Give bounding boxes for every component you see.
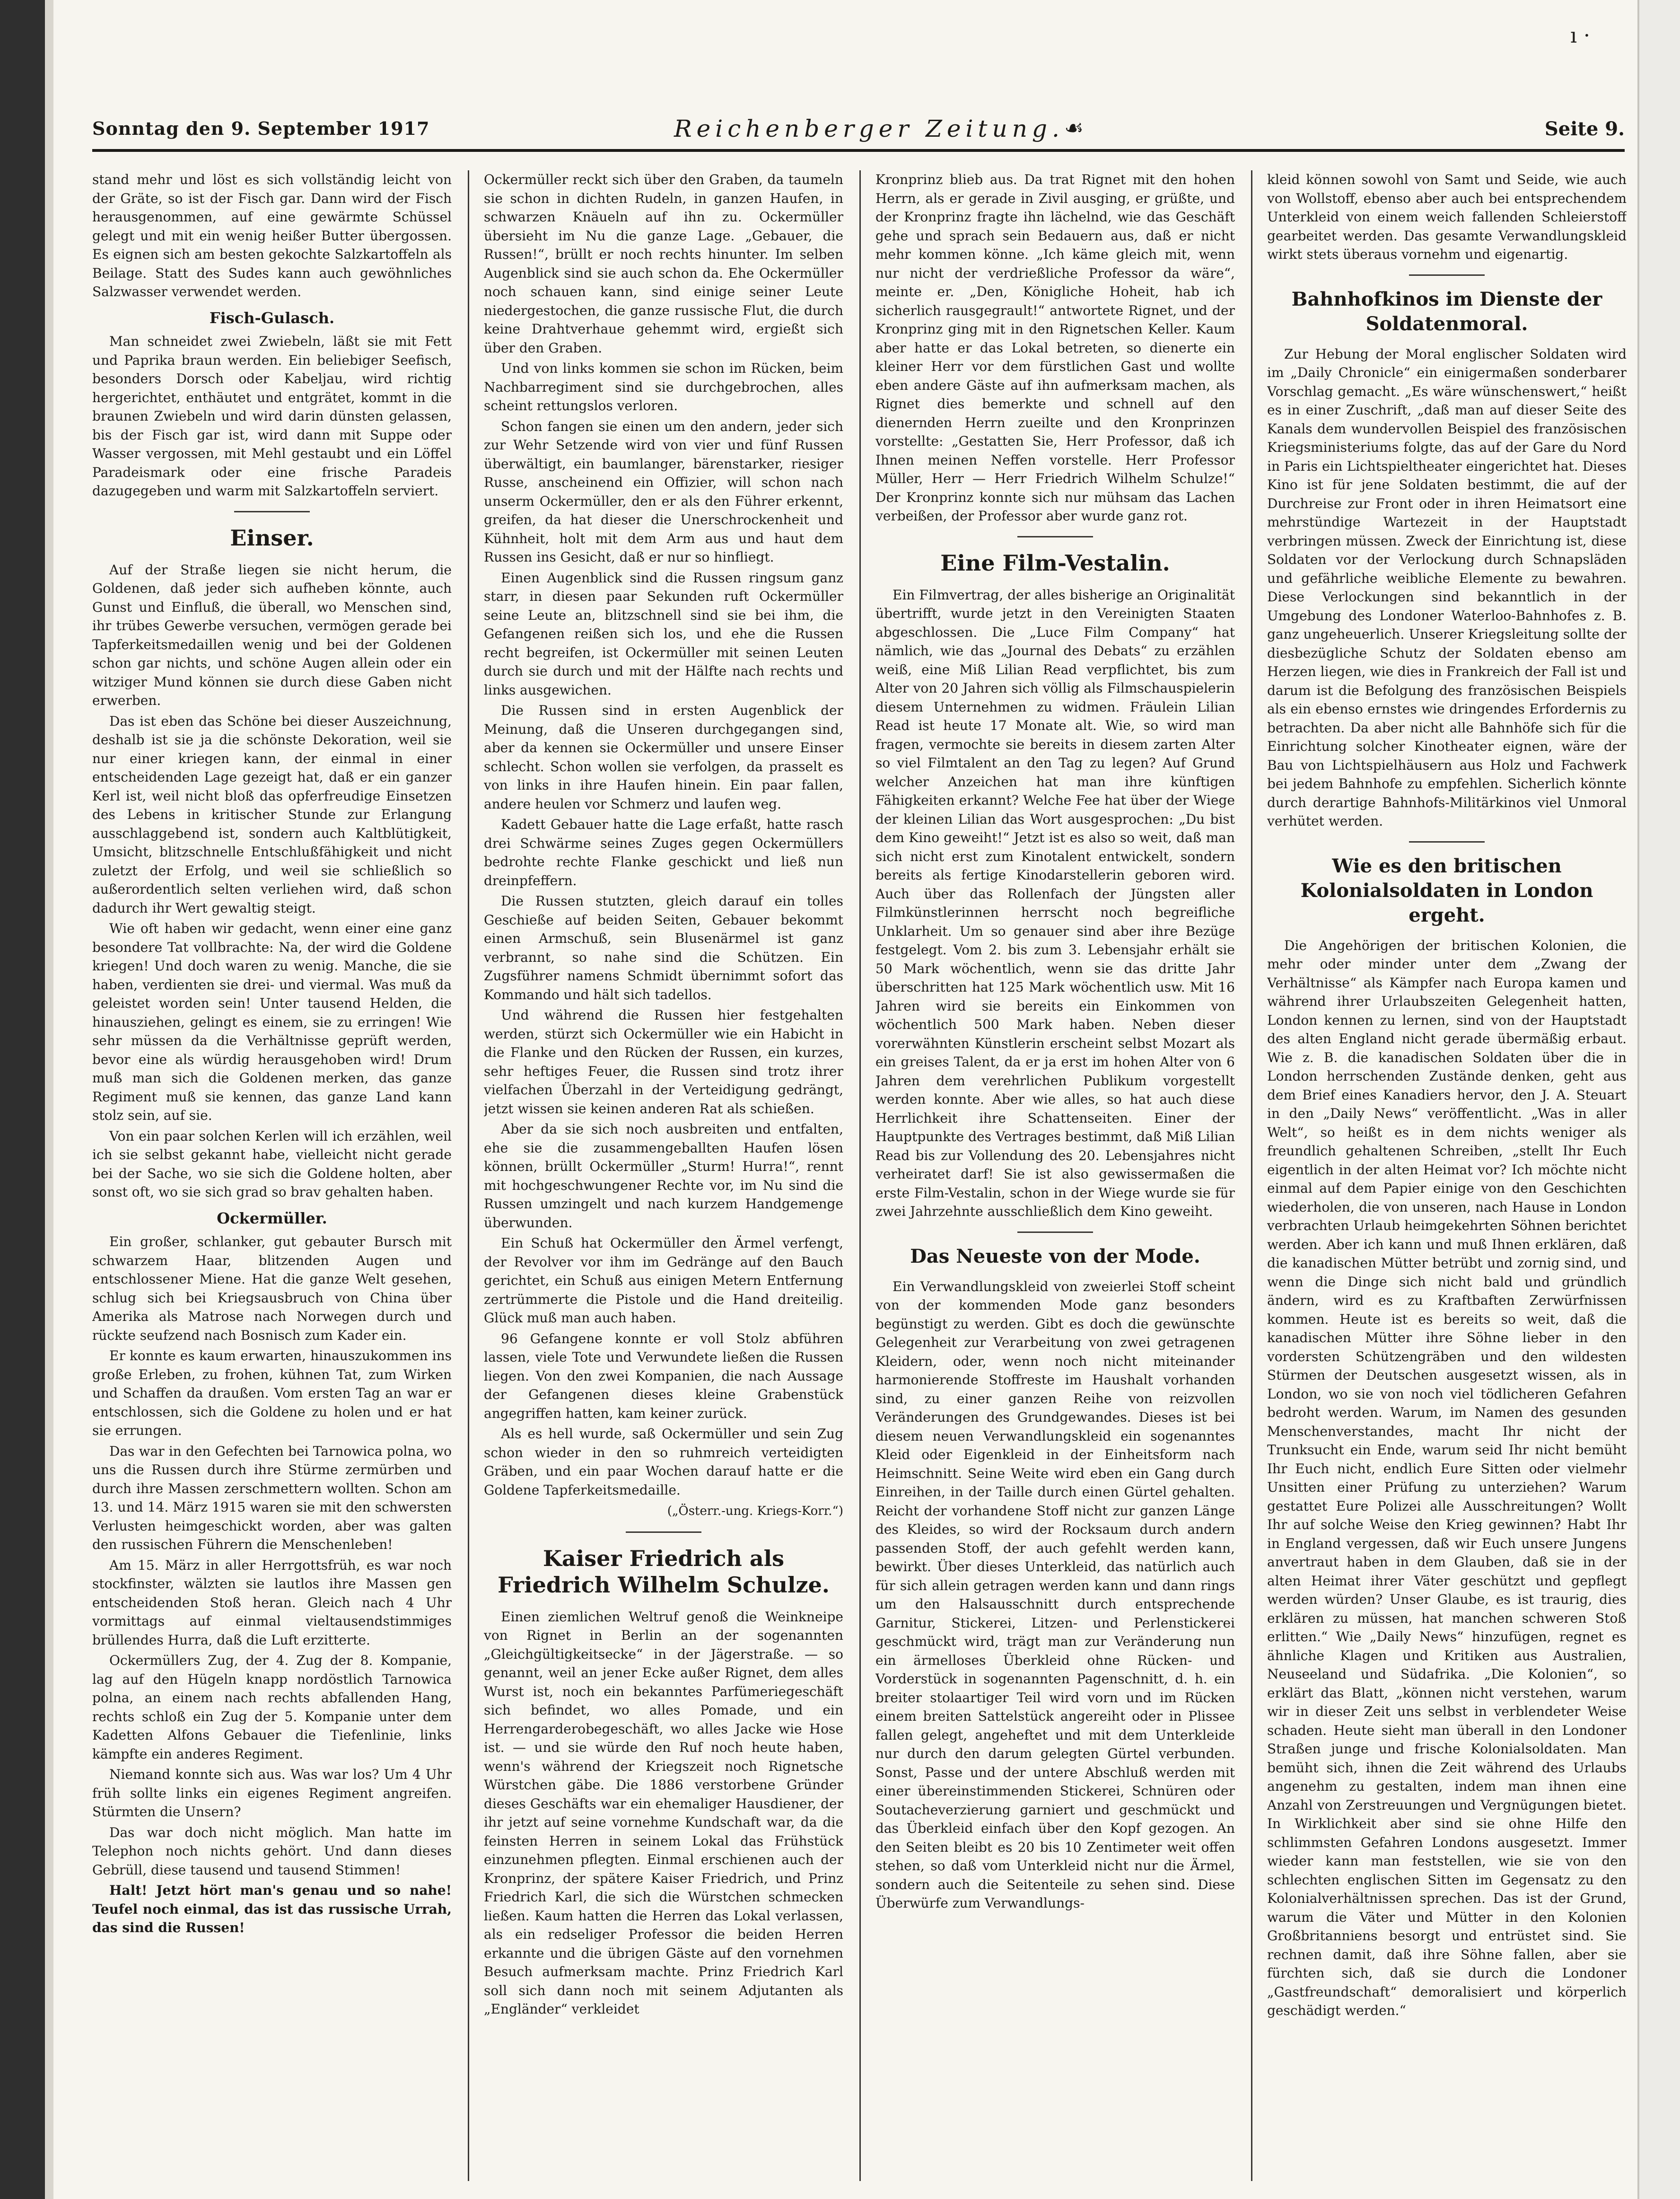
- paragraph: Das war in den Gefechten bei Tarnowica polna, wo uns die Russen durch ihre Stürme zermürben und durch ihre Massen zerschmettern wollten. Schon am 13. und 14. März 1915 waren sie mit den schwersten Verlusten heimgeschickt worden, aber was galten den russischen Führern die Menschenleben!: [92, 1443, 452, 1552]
- article-headline: Wie es den britischen Kolonialsoldaten in London ergeht.: [1300, 854, 1593, 926]
- divider: [234, 511, 310, 512]
- paragraph: Schon fangen sie einen um den andern, jeder sich zur Wehr Setzende wird von vier und fünf Russen überwältigt, ein baumlanger, bärenstarker, riesiger Russe, anscheinend ein Offizier, will schon nach unserm Ockermüller, den er als den Führer erkennt, greifen, da hat dieser die Unerschrockenheit und Kühnheit, holt mit dem Arm aus und haut dem Russen ins Gesicht, daß er nur so hinfliegt.: [484, 418, 843, 565]
- paragraph: Wie oft haben wir gedacht, wenn einer eine ganz besondere Tat vollbrachte: Na, der wird die Goldene kriegen! Und doch waren zu wenig. Manche, die sie haben, verdienten sie drei- und viermal. Was muß da geleistet worden sein! Unter tausend Helden, die hinausziehen, gelingt es einem, sie zu erringen! Wie sehr müssen da die Verhältnisse geprüft werden, bevor eine als würdig herausgehoben wird! Drum muß man sich die Goldenen merken, das ganze Regiment muß sie kennen, das ganze Land kann stolz sein, auf sie.: [92, 921, 452, 1123]
- article-columns: [92, 170, 1625, 2190]
- column-rule: [468, 170, 469, 2181]
- paragraph: kleid können sowohl von Samt und Seide, wie auch von Wollstoff, ebenso aber auch bei entsprechendem Unterkleid von einem weich fallenden Schleierstoff gearbeitet werden. Das gesamte Verwandlungskleid wirkt stets überaus vornehm und eigenartig.: [1267, 172, 1627, 262]
- column-rule: [859, 170, 861, 2181]
- divider: [1017, 1231, 1093, 1233]
- source-credit: („Österr.-ung. Kriegs-Korr.“): [667, 1504, 843, 1518]
- corner-mark: ı ·: [1570, 24, 1591, 48]
- divider: [626, 1531, 701, 1533]
- column-2: [484, 170, 843, 2186]
- column-rule: [1251, 170, 1252, 2181]
- paragraph: Er konnte es kaum erwarten, hinauszukommen ins große Erleben, zu frohen, kühnen Tat, zum Wirken und Schaffen da draußen. Vom ersten Tag an war er entschlossen, sich die Goldene zu holen und er hat sie errungen.: [92, 1348, 452, 1438]
- newspaper-page: [57, 14, 1633, 2190]
- paragraph: Als es hell wurde, saß Ockermüller und sein Zug schon wieder in den so ruhmreich verteidigten Gräben, und ein paar Wochen darauf hatte er die Goldene Tapferkeitsmedaille.: [484, 1426, 843, 1498]
- paragraph: Einen Augenblick sind die Russen ringsum ganz starr, in diesen paar Sekunden ruft Ockermüller seine Leute an, blitzschnell sind sie bei ihm, die Gefangenen reißen sich los, und ehe die Russen recht begreifen, ist Ockermüller mit seinen Leuten durch sie durch und mit der Hälfte nach rechts und links ausgewichen.: [484, 570, 843, 698]
- paragraph: Ein Filmvertrag, der alles bisherige an Originalität übertrifft, wurde jetzt in den Vereinigten Staaten abgeschlossen. Die „Luce Film Company“ hat nämlich, wie das „Journal des Debats“ zu erzählen weiß, eine Miß Lilian Read verpflichtet, bis zum Alter von 20 Jahren sich völlig als Filmschauspielerin diesem Unternehmen zu widmen. Fräulein Lilian Read ist heute 17 Monate alt. Wie, so wird man fragen, vermochte sie bereits in diesem zarten Alter so viel Filmtalent an den Tag zu legen? Auf Grund welcher Anzeichen hat man ihre künftigen Fähigkeiten erkannt? Welche Fee hat über der Wiege der kleinen Lilian das Wort ausgesprochen: „Du bist dem Kino geweiht!“ Jetzt ist es also so weit, daß man sich nicht erst zum Kinotalent entwickelt, sondern bereits als fertige Kinodarstellerin geboren wird. Auch über das Rollenfach der Jüngsten aller Filmkünstlerinnen herrscht noch begreifliche Unklarheit. Um so genauer sind aber ihre Bezüge festgelegt. Vom 2. bis zum 3. Lebensjahr erhält sie 50 Mark wöchentlich, wenn sie das dritte Jahr überschritten hat 125 Mark wöchentlich usw. Mit 16 Jahren wird sie bereits ein Einkommen von wöchentlich 500 Mark haben. Neben dieser vorerwähnten Künstlerin erscheint selbst Mozart als ein greises Talent, da er ja erst im hohen Alter von 6 Jahren dem verehrlichen Publikum vorgestellt werden konnte. Aber wie alles, so hat auch diese Herrlichkeit ihre Schattenseiten. Einer der Hauptpunkte des Vertrages bestimmt, daß Miß Lilian Read bis zur Vollendung des 20. Lebensjahres nicht verheiratet darf! Sie ist also gewissermaßen die erste Film-Vestalin, schon in der Wiege wurde sie für zwei Jahrzehnte ausschließlich dem Kino geweiht.: [875, 587, 1235, 1219]
- recipe-heading: Fisch-Gulasch.: [209, 308, 335, 327]
- paragraph: Ockermüllers Zug, der 4. Zug der 8. Kompanie, lag auf den Hügeln knapp nordöstlich Tarnowica polna, an einem nach rechts abfallenden Hang, rechts schloß ein Zug der 5. Kompanie unter dem Kadetten Alfons Gebauer die Tiefenlinie, links kämpfte ein anderes Regiment.: [92, 1653, 452, 1762]
- article-headline: Bahnhofkinos im Dienste der Soldatenmoral.: [1291, 288, 1602, 335]
- divider: [1017, 536, 1093, 537]
- paragraph: Von ein paar solchen Kerlen will ich erzählen, weil ich sie selbst gekannt habe, vielleicht nicht gerade bei der Sache, wo sie sich die Goldene holten, aber sonst oft, wo sie sich grad so brav gehalten haben.: [92, 1128, 452, 1200]
- paragraph: Am 15. März in aller Herrgottsfrüh, es war noch stockfinster, wälzten sie lautlos ihre Massen gen entscheidenden Stoß heran. Gleich nach 4 Uhr vormittags auf einmal vieltausendstimmiges brüllendes Hurra, daß die Luft erzitterte.: [92, 1557, 452, 1648]
- paragraph: Und während die Russen hier festgehalten werden, stürzt sich Ockermüller wie ein Habicht in die Flanke und den Rücken der Russen, ein kurzes, sehr heftiges Feuer, die Russen sind trotz ihrer vielfachen Überzahl in der Verteidigung gedrängt, jetzt wissen sie keinen anderen Rat als schießen.: [484, 1007, 843, 1117]
- paragraph: Ein Schuß hat Ockermüller den Ärmel verfengt, der Revolver vor ihm im Gedränge auf den Bauch gerichtet, ein Schuß aus einigen Metern Entfernung zertrümmerte die Pistole und die Hand dreiteilig. Glück muß man auch haben.: [484, 1235, 843, 1326]
- column-4: [1267, 170, 1627, 2186]
- paragraph: stand mehr und löst es sich vollständig leicht von der Gräte, so ist der Fisch gar. Dann wird der Fisch herausgenommen, auf eine gewärmte Schüssel gelegt und mit ein wenig heißer Butter übergossen. Es eignen sich am besten gekochte Salzkartoffeln als Beilage. Statt des Sudes kann auch gewöhnliches Salzwasser verwendet werden.: [92, 172, 452, 299]
- paragraph: Halt! Jetzt hört man's genau und so nahe! Teufel noch einmal, das ist das russische Urrah, das sind die Russen!: [92, 1882, 452, 1935]
- column-3: [875, 170, 1235, 2186]
- article-headline: Eine Film-Vestalin.: [940, 550, 1170, 576]
- masthead: [92, 111, 1625, 152]
- paragraph: 96 Gefangene konnte er voll Stolz abführen lassen, viele Tote und Verwundete ließen die Russen liegen. Von den zwei Kompanien, die nach Aussage der Gefangenen dieses kleine Grabenstück angegriffen hatten, kam keiner zurück.: [484, 1330, 843, 1421]
- paragraph: Zur Hebung der Moral englischer Soldaten wird im „Daily Chronicle“ ein einigermaßen sonderbarer Vorschlag gemacht. „Es wäre wünschenswert,“ heißt es in einer Zuschrift, „daß man auf dieser Seite des Kanals dem wundervollen Beispiel des französischen Kriegsministeriums folgte, das auf der Gare du Nord in Paris ein Lichtspieltheater eingerichtet hat. Dieses Kino ist für jene Soldaten bestimmt, die auf der Durchreise zur Front oder in ihren Heimatsort eine mehrstündige Wartezeit in der Hauptstadt verbringen müssen. Zweck der Einrichtung ist, diese Soldaten vor der Verlockung durch Schnapsläden und gefährliche weibliche Elemente zu bewahren. Diese Verlockungen sind bekanntlich in der Umgebung des Londoner Waterloo-Bahnhofes z. B. ganz ungeheuerlich. Unserer Kriegsleitung sollte der diesbezügliche Schutz der Soldaten ebenso am Herzen liegen, wie dies in Frankreich der Fall ist und darum ist die Befolgung des französischen Beispiels als ein ebenso ernstes wie dringendes Erfordernis zu betrachten. Da aber nicht alle Bahnhöfe sich für die Einrichtung solcher Kinotheater eignen, wäre der Bau von Lichtspielhäusern aus Holz und Fachwerk bei jedem Bahnhofe zu empfehlen. Sicherlich könnte durch derartige Bahnhofs-Militärkinos viel Unmoral verhütet werden.: [1267, 346, 1627, 829]
- issue-date: Sonntag den 9. September 1917: [92, 118, 430, 139]
- article-headline: Einser.: [230, 525, 314, 551]
- printer-mark-icon: ☙: [1064, 115, 1084, 141]
- article-headline: Das Neueste von der Mode.: [910, 1245, 1200, 1267]
- paragraph: Man schneidet zwei Zwiebeln, läßt sie mit Fett und Paprika braun werden. Ein beliebiger Seefisch, besonders Dorsch oder Kabeljau, wird richtig hergerichtet, enthäutet und entgrätet, kommt in die braunen Zwiebeln und wird darin dünsten gelassen, bis der Fisch gar ist, wird dann mit Suppe oder Wasser vergossen, mit Mehl gestaubt und ein Löffel Paradeismark oder eine frische Paradeis dazugegeben und warm mit Salzkartoffeln serviert.: [92, 334, 452, 499]
- paragraph: Das ist eben das Schöne bei dieser Auszeichnung, deshalb ist sie ja die schönste Dekoration, weil sie nur einer kriegen kann, der einmal in einer entscheidenden Lage gezeigt hat, daß er ein ganzer Kerl ist, weil nicht bloß das opferfreudige Einsetzen des Lebens in kritischer Stunde zur Erlangung ausschlaggebend ist, sondern auch Kaltblütigkeit, Umsicht, blitzschnelle Entschlußfähigkeit und nicht zuletzt der Erfolg, und weil sie schließlich so außerordentlich selten verliehen wird, daß schon dadurch ihr Wert gewaltig steigt.: [92, 713, 452, 916]
- paragraph: Aber da sie sich noch ausbreiten und entfalten, ehe sie die zusammengeballten Haufen lösen können, brüllt Ockermüller „Sturm! Hurra!“, rennt mit hochgeschwungener Rechte vor, im Nu sind die Russen umzingelt und nach kurzem Handgemenge überwunden.: [484, 1121, 843, 1231]
- paragraph: Die Russen stutzten, gleich darauf ein tolles Geschieße auf beiden Seiten, Gebauer bekommt einen Armschuß, sein Blusenärmel ist ganz verbrannt, so nahe sind die Schützen. Ein Zugsführer namens Schmidt übernimmt sofort das Kommando und hält sich tadellos.: [484, 893, 843, 1003]
- paragraph: Auf der Straße liegen sie nicht herum, die Goldenen, daß jeder sich aufheben könnte, auch Gunst und Einfluß, die überall, wo Menschen sind, ihr trübes Gewerbe versuchen, vermögen gerade bei Tapferkeitsmedaillen wenig und bei der Goldenen schon gar nichts, und schöne Augen allein oder ein witziger Mund können sie durch diese Gaben nicht erwerben.: [92, 562, 452, 708]
- paragraph: Ein Verwandlungskleid von zweierlei Stoff scheint von der kommenden Mode ganz besonders begünstigt zu werden. Gibt es doch die gewünschte Gelegenheit zur Verarbeitung von zwei getragenen Kleidern, oder, wenn noch nicht miteinander harmonierende Stoffreste im Haushalt vorhanden sind, zu einer ganzen Reihe von reizvollen Veränderungen des Grundgewandes. Dieses ist bei diesem neuen Verwandlungskleid ein sogenanntes Kleid oder Eigenkleid in der Einheitsform nach Heimschnitt. Seine Weite wird eben ein Gang durch Einreihen, in der Taille durch einen Gürtel gehalten. Reicht der vorhandene Stoff nicht zur ganzen Länge des Kleides, so wird der Rocksaum durch andern passenden Stoff, der auch gefehlt werden kann, bewirkt. Über dieses Unterkleid, das natürlich auch für sich allein getragen werden kann und dann rings um den Halsausschnitt durch entsprechende Garnitur, Stickerei, Litzen- und Perlenstickerei geschmückt wird, trägt man zur Veränderung nun ein ärmelloses Überkleid ohne Rücken- und Vorderstück in sogenannten Pagenschnitt, d. h. ein breiter stolaartiger Teil wird vorn und im Rücken einem breiten Sattelstück angereiht oder in Plissee fallen gelegt, angeheftet und mit dem Unterkleide nur durch den darum gelegten Gürtel verbunden. Sonst, Passe und der untere Abschluß werden mit einer übereinstimmenden Stickerei, Schnüren oder Soutacheverzierung garniert und geschmückt und das Überkleid einfach über den Kopf gezogen. An den Seiten bleibt es 20 bis 10 Zentimeter weit offen stehen, so daß vom Unterkleid nicht nur die Ärmel, sondern auch die Seitenteile zu sehen sind. Diese Überwürfe zum Verwandlungs-: [875, 1278, 1235, 1911]
- scan-border-gap: [45, 0, 53, 2199]
- page-number: Seite 9.: [1544, 118, 1625, 140]
- newspaper-title: Reichenberger Zeitung.: [674, 115, 1064, 142]
- column-1: [92, 170, 452, 2186]
- paragraph: Kronprinz blieb aus. Da trat Rignet mit den hohen Herrn, als er gerade in Zivil ausging, er grüßte, und der Kronprinz fragte ihn lächelnd, wie das Geschäft gehe und sprach sein Bedauern aus, daß er nicht mehr kommen könne. „Ich käme gleich mit, wenn nur nicht der verdrießliche Professor da wäre“, meinte er. „Den, Königliche Hoheit, hab ich sicherlich rausgegrault!“ antwortete Rignet, und der Kronprinz ging mit in den Rignetschen Keller. Kaum aber hatte er das Lokal betreten, so dienerte ein kleiner Herr vor dem fürstlichen Gast und wollte eben andere Gäste auf ihn aufmerksam machen, als Rignet dies bemerkte und schnell auf den dienernden Herrn zueilte und den Kronprinzen vorstellte: „Gestatten Sie, Herr Professor, daß ich Ihnen meinen Neffen vorstelle. Herr Professor Müller, Herr — Herr Friedrich Wilhelm Schulze!“ Der Kronprinz konnte sich nur mühsam das Lachen verbeißen, der Professor aber wurde ganz rot.: [875, 172, 1235, 524]
- section-heading: Ockermüller.: [217, 1209, 327, 1227]
- paragraph: Die Angehörigen der britischen Kolonien, die mehr oder minder unter dem „Zwang der Verhältnisse“ als Kämpfer nach Europa kamen und während ihrer Urlaubszeiten Gelegenheit hatten, London kennen zu lernen, sind von der Hauptstadt des alten England nicht gerade übermäßig erbaut. Wie z. B. die kanadischen Soldaten über die in London herrschenden Zustände denken, geht aus dem Brief eines Kanadiers hervor, den J. A. Steuart in den „Daily News“ veröffentlicht. „Was in aller Welt“, so heißt es in dem nichts weniger als freundlich gehaltenen Schreiben, „stellt Ihr Euch eigentlich in der alten Heimat vor? Ich möchte nicht einmal auf dem Papier einige von den Geschichten wiederholen, die von unseren, nach Hause in London verbrachten Urlaub heimgekehrten Söhnen berichtet werden. Aber ich kann und muß Ihnen erklären, daß die kanadischen Mütter betrübt und zornig sind, und wenn die Dinge sich nicht bald und gründlich ändern, wird es zu Kraftbaften Zerwürfnissen kommen. Heute ist es bereits so weit, daß die kanadischen Mütter ihre Söhne lieber in den vordersten Schützengräben und den wildesten Stürmen der Deutschen ausgesetzt wissen, als in London, wo sie von noch viel tödlicheren Gefahren bedroht werden. Warum, im Namen des gesunden Menschenverstandes, macht Ihr nicht der Trunksucht ein Ende, warum seid Ihr nicht bemüht Ihr Euch nicht, endlich Eure Sitten oder vielmehr Unsitten einer Prüfung zu unterziehen? Warum gestattet Eure Polizei alle Ausschreitungen? Wollt Ihr auf solche Weise den Krieg gewinnen? Habt Ihr in England vergessen, daß wir Euch unsere Jungens anvertraut haben in dem Glauben, daß sie in der alten Heimat ihrer Väter geschützt und gepflegt werden würden? Unser Glaube, es ist traurig, dies erklären zu müssen, hat manchen schweren Stoß erlitten.“ Wie „Daily News“ hinzufügen, regnet es ähnliche Klagen und Kritiken aus Australien, Neuseeland und Südafrika. „Die Kolonien“, so erklärt das Blatt, „können nicht verstehen, warum wir in dieser Zeit uns selbst in verblendeter Weise schaden. Heute sieht man überall in den Londoner Straßen junge und frische Kolonialsoldaten. Man bemüht sich, ihnen die Zeit während des Urlaubs angenehm zu gestalten, indem man ihnen eine Anzahl von Zerstreuungen und Vergnügungen bietet. In Wirklichkeit aber sind sie ohne Hilfe den schlimmsten Gefahren Londons ausgesetzt. Immer wieder kann man feststellen, wie sie von den schlechten englischen Sitten im Gegensatz zu den Kolonialverhältnissen sprechen. Das ist der Grund, warum die Väter und Mütter in den Kolonien Großbritanniens besorgt und entrüstet sind. Sie rechnen damit, daß ihre Söhne fallen, aber sie fürchten sich, daß sie durch die Londoner „Gastfreundschaft“ demoralisiert und körperlich geschädigt werden.“: [1267, 937, 1627, 2018]
- paragraph: Und von links kommen sie schon im Rücken, beim Nachbarregiment sind sie durchgebrochen, alles scheint rettungslos verloren.: [484, 361, 843, 413]
- paragraph: Ockermüller reckt sich über den Graben, da taumeln sie schon in dichten Rudeln, in ganzen Haufen, in schwarzen Knäueln auf ihn zu. Ockermüller übersieht im Nu die ganze Lage. „Gebauer, die Russen!“, brüllt er noch rechts hinunter. Im selben Augenblick sind sie auch schon da. Ehe Ockermüller noch schauen kann, sind einige seiner Leute niedergestochen, die ganze russische Flut, die durch keine Drahtverhaue gehemmt wird, ergießt sich über den Graben.: [484, 172, 843, 356]
- scan-border-left: [0, 0, 45, 2199]
- paragraph: Kadett Gebauer hatte die Lage erfaßt, hatte rasch drei Schwärme seines Zuges gegen Ockermüllers bedrohte rechte Flanke geschickt und ließ nun dreinpfeffern.: [484, 817, 843, 888]
- divider: [1409, 274, 1485, 276]
- scan-border-right: [1637, 0, 1680, 2199]
- paragraph: Ein großer, schlanker, gut gebauter Bursch mit schwarzem Haar, blitzenden Augen und entschlossener Miene. Hat die ganze Welt gesehen, schlug sich bei Kriegsausbruch von China über Amerika als Matrose nach Norwegen durch und rückte seufzend nach Bosnisch zum Kader ein.: [92, 1234, 452, 1343]
- scan-border-right-line: [1637, 0, 1639, 2199]
- paragraph: Niemand konnte sich aus. Was war los? Um 4 Uhr früh sollte links ein eigenes Regiment angreifen. Stürmten die Unsern?: [92, 1767, 452, 1820]
- paragraph: Die Russen sind in ersten Augenblick der Meinung, daß die Unseren durchgegangen sind, aber da kennen sie Ockermüller und unsere Einser schlecht. Schon wollen sie verfolgen, da prasselt es von links in ihre Haufen hinein. Ein paar fallen, andere heulen vor Schmerz und laufen weg.: [484, 703, 843, 812]
- paragraph: Einen ziemlichen Weltruf genoß die Weinkneipe von Rignet in Berlin an der sogenannten „Gleichgültigkeitsecke“ in der Jägerstraße. — so genannt, weil an jener Ecke außer Rignet, dem alles Wurst ist, noch ein bekanntes Parfümeriegeschäft sich befindet, wo alles Pomade, und ein Herrengarderobegeschäft, wo alles Jacke wie Hose ist. — und sie würde den Ruf noch heute haben, wenn's während der Kriegszeit noch Rignetsche Würstchen gäbe. Die 1886 verstorbene Gründer dieses Geschäfts war ein ehemaliger Hausdiener, der ihr jetzt auf seine vornehme Kundschaft war, da die feinsten Herren in seinem Lokal das Frühstück einzunehmen pflegten. Einmal erschienen auch der Kronprinz, der spätere Kaiser Friedrich, und Prinz Friedrich Karl, die sich die Würstchen schmecken ließen. Kaum hatten die Herren das Lokal verlassen, als ein redseliger Professor die beiden Herren erkannte und die übrigen Gäste auf den vornehmen Besuch aufmerksam machte. Prinz Friedrich Karl soll sich dann noch mit seinem Adjutanten als „Engländer“ verkleidet: [484, 1609, 843, 2017]
- article-headline: Kaiser Friedrich als Friedrich Wilhelm Schulze.: [498, 1545, 830, 1598]
- divider: [1409, 841, 1485, 843]
- paragraph: Das war doch nicht möglich. Man hatte im Telephon noch nichts gehört. Und dann dieses Gebrüll, diese tausend und tausend Stimmen!: [92, 1824, 452, 1878]
